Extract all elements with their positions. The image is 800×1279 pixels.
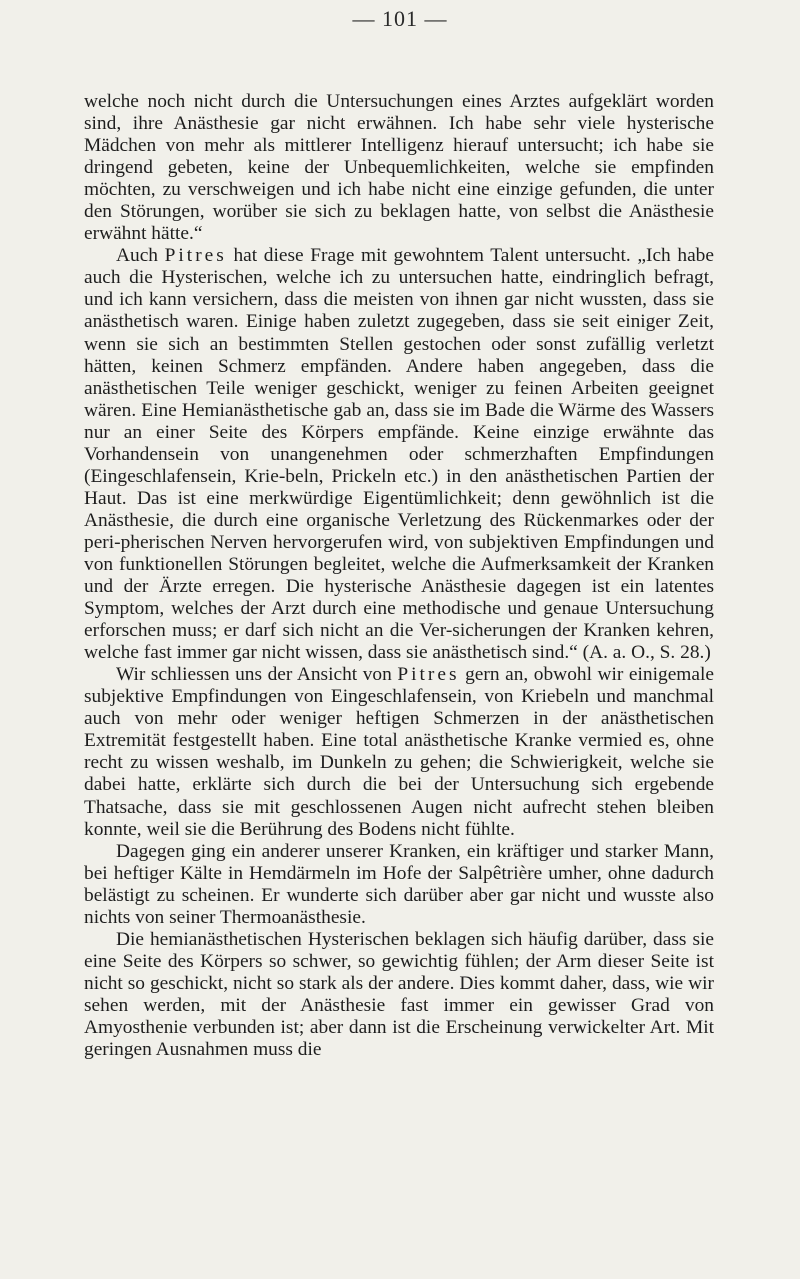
author-name-pitres: Pitres xyxy=(164,245,227,267)
paragraph-text: Die hemianästhetischen Hysterischen beklagen sich häufig darüber, dass sie eine Seite des Körpers so schwer, so gewichtig fühlen; der Arm dieser Seite ist nicht so geschickt, nicht so stark als der andere. Dies kommt daher, dass, wie wir sehen werden, mit der Anästhesie fast immer ein gewisser Grad von Amyosthenie verbunden ist; aber dann ist die Erscheinung verwickelter Art. Mit geringen Ausnahmen muss die xyxy=(84,928,714,1061)
paragraph-3 xyxy=(84,664,714,840)
paragraph-text: hat diese Frage mit gewohntem Talent untersucht. „Ich habe auch die Hysterischen, welche ich zu untersuchen hatte, eindringlich befragt, und ich kann versichern, dass die meisten von ihnen gar nicht wussten, dass sie anästhetisch waren. Einige haben zuletzt zugegeben, dass sie seit einiger Zeit, wenn sie sich an bestimmten Stellen gestochen oder sonst zufällig verletzt hätten, keinen Schmerz empfänden. Andere haben angegeben, dass die anästhetischen Teile weniger geschickt, weniger zu feinen Arbeiten geeignet wären. Eine Hemianästhetische gab an, dass sie im Bade die Wärme des Wassers nur an einer Seite des Körpers empfände. Keine einzige erwähnte das Vorhandensein von unangenehmen oder schmerzhaften Empfindungen (Eingeschlafensein, Krie-beln, Prickeln etc.) in den anästhetischen Partien der Haut. Das ist eine merkwürdige Eigentümlichkeit; denn gewöhnlich ist die Anästhesie, die durch eine organische Verletzung des Rückenmarkes oder der peri-pherischen Nerven hervorgerufen wird, von subjektiven Empfindungen und von funktionellen Störungen begleitet, welche die Aufmerksamkeit der Kranken und der Ärzte erregen. Die hysterische Anästhesie dagegen ist ein latentes Symptom, welches der Arzt durch eine methodische und genaue Untersuchung erforschen muss; er darf sich nicht an die Ver-sicherungen der Kranken kehren, welche fast immer gar nicht wissen, dass sie anästhetisch sind.“ (A. a. O., S. 28.) xyxy=(84,245,714,664)
paragraph-5 xyxy=(84,929,714,1061)
paragraph-2 xyxy=(84,245,714,664)
author-name-pitres: Pitres xyxy=(397,664,460,686)
paragraph-text: welche noch nicht durch die Untersuchungen eines Arztes aufgeklärt worden sind, ihre Anästhesie gar nicht erwähnen. Ich habe sehr viele hysterische Mädchen von mehr als mittlerer Intelligenz hierauf untersucht; ich habe sie dringend gebeten, keine der Unbequemlichkeiten, welche sie empfinden möchten, zu verschweigen und ich habe nicht eine einzige gefunden, die unter den Störungen, worüber sie sich zu beklagen hatte, von selbst die Anästhesie erwähnt hätte.“ xyxy=(84,91,714,245)
paragraph-text: gern an, obwohl wir einigemale subjektive Empfindungen von Eingeschlafensein, von Kriebeln und manchmal auch von mehr oder weniger heftigen Schmerzen in der anästhetischen Extremität festgestellt haben. Eine total anästhetische Kranke vermied es, ohne recht zu wissen weshalb, im Dunkeln zu gehen; die Schwierigkeit, welche sie dabei hatte, erklärte sich durch die bei der Untersuchung sich ergebende Thatsache, dass sie mit geschlossenen Augen nicht aufrecht stehen bleiben konnte, weil sie die Berührung des Bodens nicht fühlte. xyxy=(84,664,714,840)
body-text xyxy=(84,91,714,1061)
page-number: — 101 — xyxy=(352,6,448,31)
paragraph-text: Wir schliessen uns der Ansicht von xyxy=(116,664,398,686)
paragraph-text: Auch xyxy=(116,245,165,267)
paragraph-text: Dagegen ging ein anderer unserer Kranken, ein kräftiger und starker Mann, bei heftiger Kälte in Hemdärmeln im Hofe der Salpêtrière umher, ohne dadurch belästigt zu scheinen. Er wunderte sich darüber aber gar nicht und wusste also nichts von seiner Thermoanästhesie. xyxy=(84,840,714,928)
paragraph-1 xyxy=(84,91,714,245)
paragraph-4 xyxy=(84,841,714,929)
